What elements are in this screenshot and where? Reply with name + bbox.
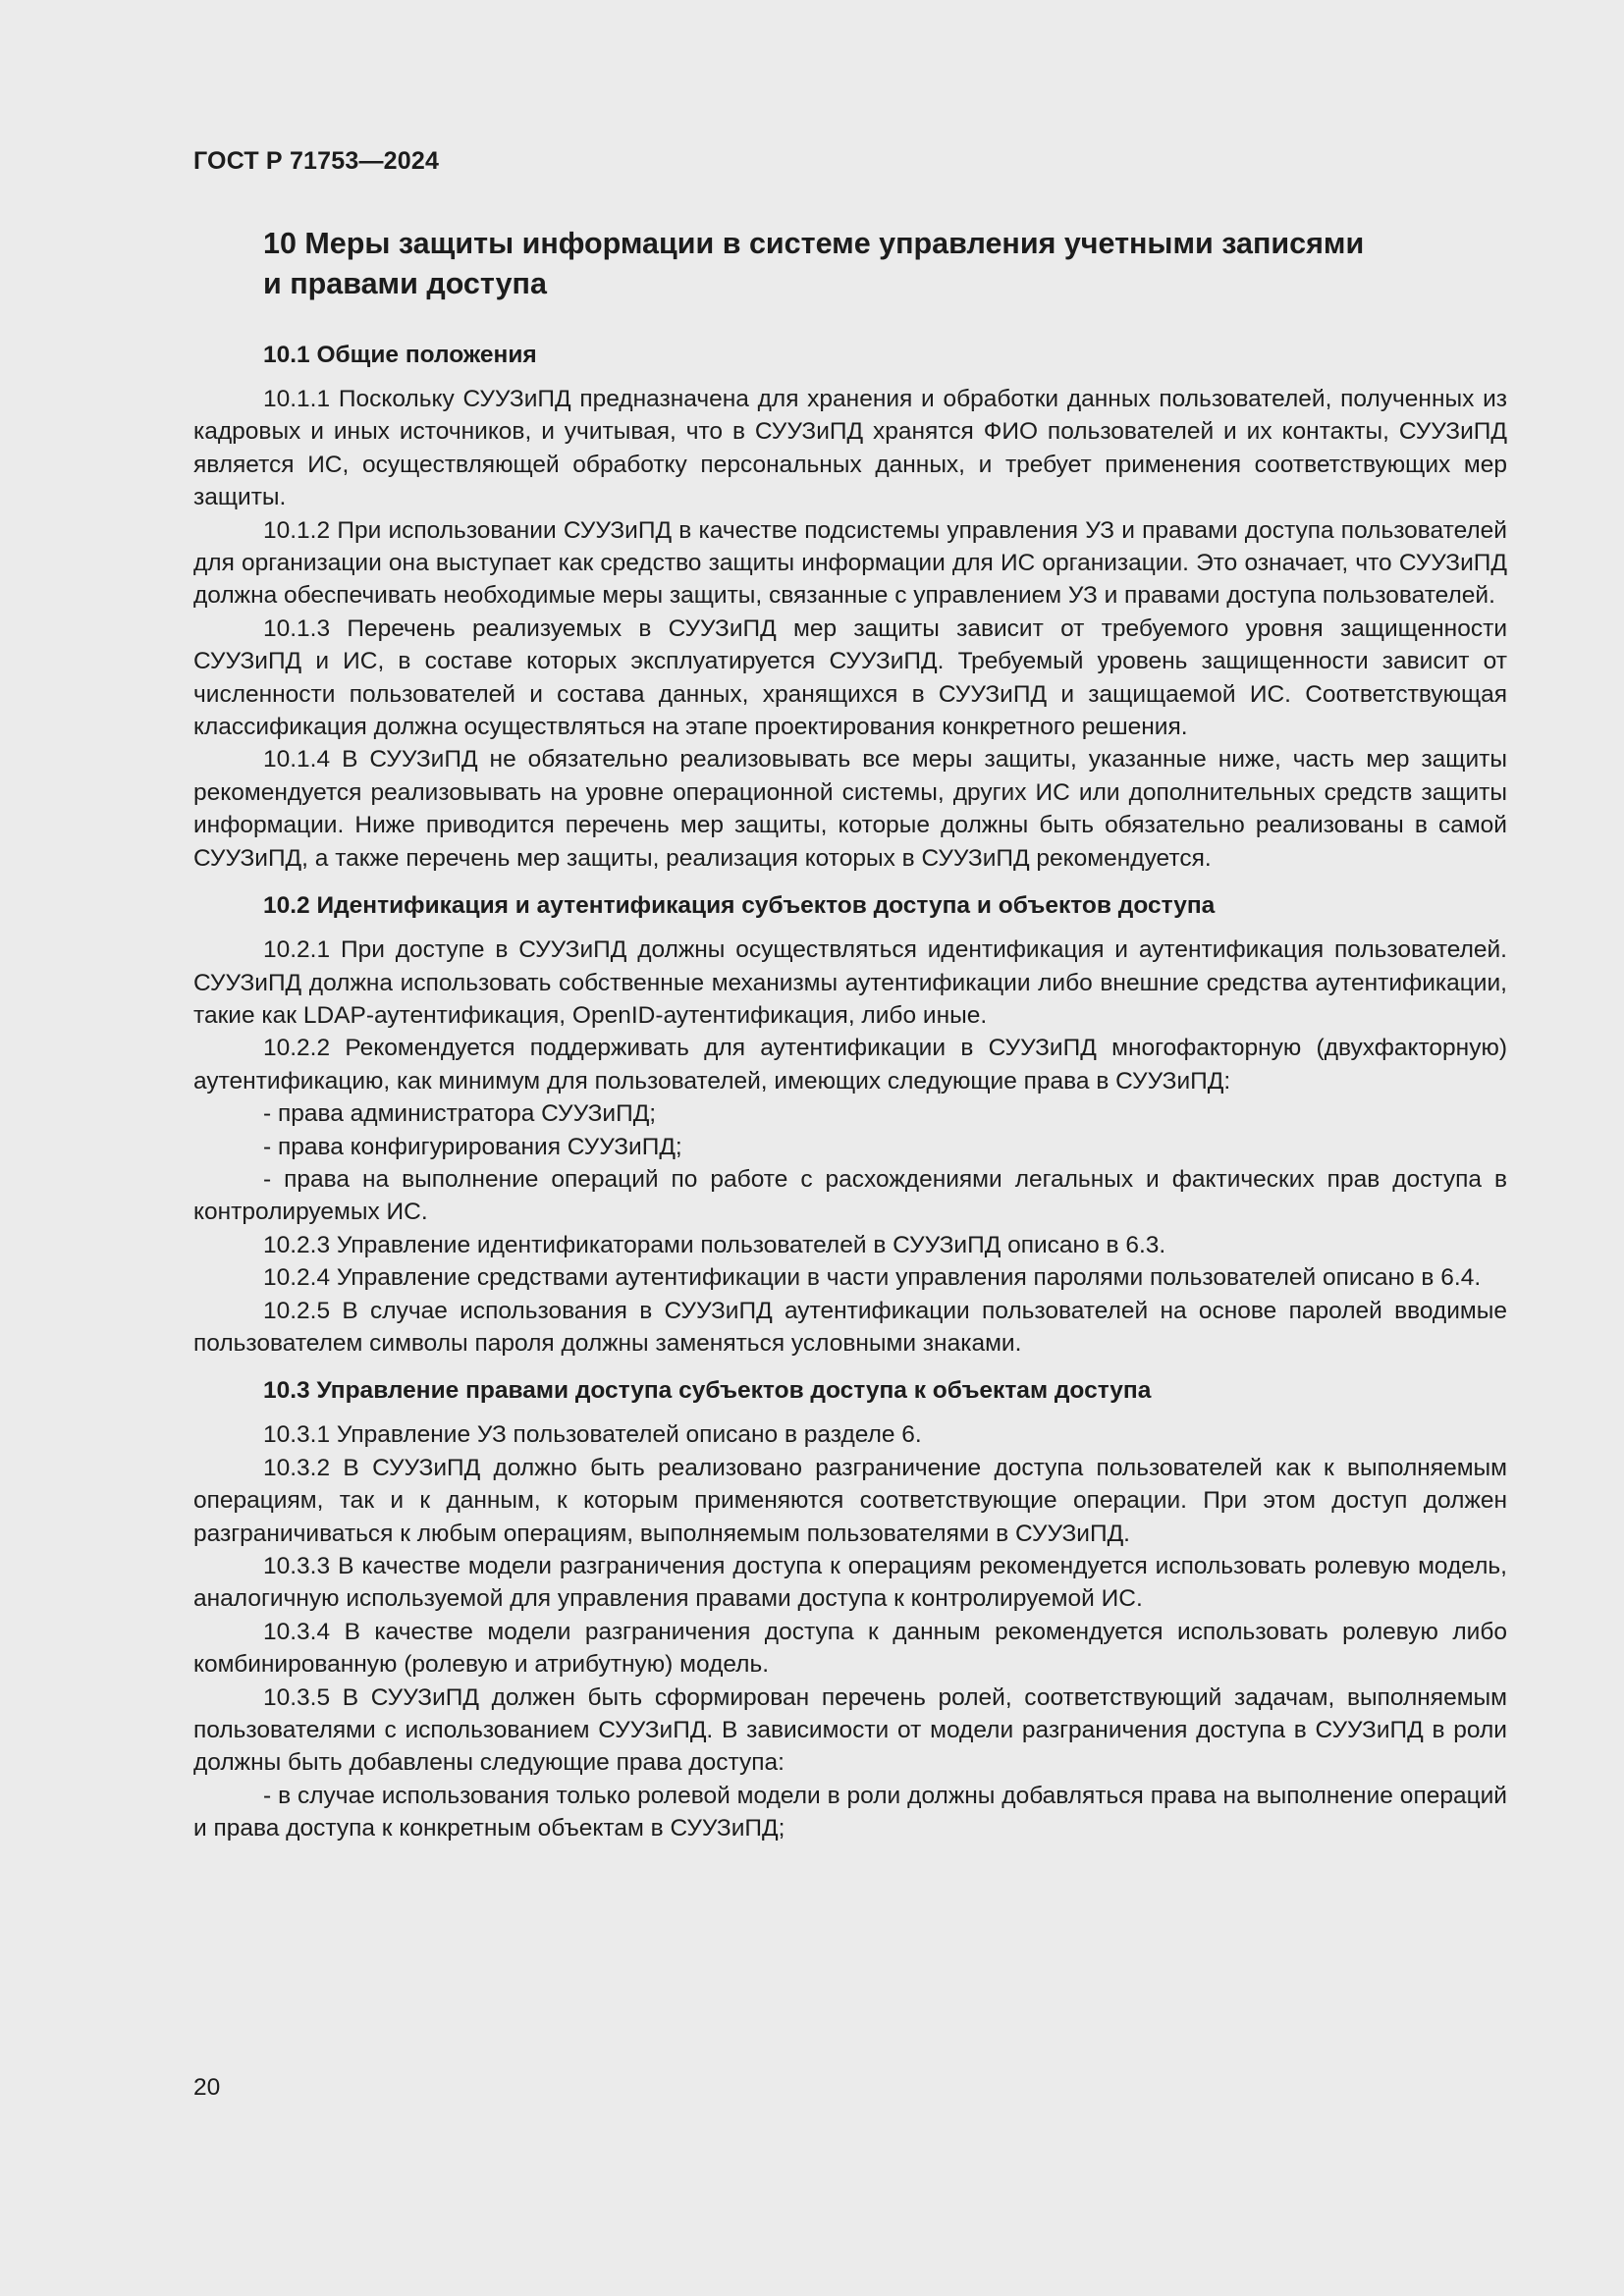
paragraph-10-2-4: 10.2.4 Управление средствами аутентификации в части управления паролями пользователей описано в 6.4.	[263, 1264, 1482, 1292]
subsection-title-10-1: 10.1 Общие положения	[263, 342, 537, 368]
page-content	[193, 224, 1507, 1845]
subsection-title-10-3: 10.3 Управление правами доступа субъектов доступа к объектам доступа	[263, 1377, 1152, 1405]
paragraph-10-2-5: 10.2.5 В случае использования в СУУЗиПД аутентификации пользователей на основе паролей вводимые пользователем символы пароля должны заменяться условными знаками.	[193, 1297, 1507, 1357]
paragraph-10-1-4: 10.1.4 В СУУЗиПД не обязательно реализовывать все меры защиты, указанные ниже, часть мер защиты рекомендуется реализовывать на уровне операционной системы, других ИС или дополнительных средств защиты информации. Ниже приводится перечень мер защиты, которые должны быть обязательно реализованы в самой СУУЗиПД, а также перечень мер защиты, реализация которых в СУУЗиПД рекомендуется.	[193, 746, 1507, 872]
section-title-line2: и правами доступа	[263, 267, 547, 300]
paragraph-10-2-1: 10.2.1 При доступе в СУУЗиПД должны осуществляться идентификация и аутентификация пользователей. СУУЗиПД должна использовать собственные механизмы аутентификации либо внешние средства аутентификации, такие как LDAP-аутентификация, OpenID-аутентификация, либо иные.	[193, 936, 1507, 1029]
paragraph-10-3-4: 10.3.4 В качестве модели разграничения доступа к данным рекомендуется использовать ролевую либо комбинированную (ролевую и атрибутную) модель.	[193, 1618, 1507, 1679]
paragraph-10-1-2: 10.1.2 При использовании СУУЗиПД в качестве подсистемы управления УЗ и правами доступа пользователей для организации она выступает как средство защиты информации для ИС организации. Это означает, что СУУЗиПД должна обеспечивать необходимые меры защиты, связанные с управлением УЗ и правами доступа пользователей.	[193, 516, 1507, 610]
page-number: 20	[193, 2074, 221, 2101]
subsection-title-10-2: 10.2 Идентификация и аутентификация субъектов доступа и объектов доступа	[263, 892, 1216, 920]
paragraph-10-1-3: 10.1.3 Перечень реализуемых в СУУЗиПД мер защиты зависит от требуемого уровня защищенности СУУЗиПД и ИС, в составе которых эксплуатируется СУУЗиПД. Требуемый уровень защищенности зависит от численности пользователей и состава данных, хранящихся в СУУЗиПД и защищаемой ИС. Соответствующая классификация должна осуществляться на этапе проектирования конкретного решения.	[193, 614, 1507, 741]
paragraph-10-2-2: 10.2.2 Рекомендуется поддерживать для аутентификации в СУУЗиПД многофакторную (двухфакторную) аутентификацию, как минимум для пользователей, имеющих следующие права в СУУЗиПД:	[193, 1035, 1507, 1095]
bullet-item: - права администратора СУУЗиПД;	[263, 1100, 657, 1128]
bullet-item: - в случае использования только ролевой модели в роли должны добавляться права на выполнение операций и права доступа к конкретным объектам в СУУЗиПД;	[193, 1782, 1507, 1842]
bullet-item: - права конфигурирования СУУЗиПД;	[263, 1133, 682, 1160]
paragraph-10-1-1: 10.1.1 Поскольку СУУЗиПД предназначена для хранения и обработки данных пользователей, полученных из кадровых и иных источников, и учитывая, что в СУУЗиПД хранятся ФИО пользователей и их контакты, СУУЗиПД является ИС, осуществляющей обработку персональных данных, и требует применения соответствующих мер защиты.	[193, 386, 1507, 511]
paragraph-10-3-1: 10.3.1 Управление УЗ пользователей описано в разделе 6.	[263, 1421, 922, 1449]
section-title	[263, 224, 1490, 304]
paragraph-10-3-5: 10.3.5 В СУУЗиПД должен быть сформирован перечень ролей, соответствующий задачам, выполняемым пользователями с использованием СУУЗиПД. В зависимости от модели разграничения доступа в СУУЗиПД в роли должны быть добавлены следующие права доступа:	[193, 1683, 1507, 1777]
paragraph-10-3-3: 10.3.3 В качестве модели разграничения доступа к операциям рекомендуется использовать ролевую модель, аналогичную используемой для управления правами доступа к контролируемой ИС.	[193, 1553, 1507, 1613]
paragraph-10-2-3: 10.2.3 Управление идентификаторами пользователей в СУУЗиПД описано в 6.3.	[263, 1231, 1166, 1258]
section-title-line1: 10 Меры защиты информации в системе управления учетными записями	[263, 227, 1365, 260]
document-header: ГОСТ Р 71753—2024	[193, 147, 440, 175]
bullet-item: - права на выполнение операций по работе с расхождениями легальных и фактических прав доступа в контролируемых ИС.	[193, 1165, 1507, 1226]
paragraph-10-3-2: 10.3.2 В СУУЗиПД должно быть реализовано разграничение доступа пользователей как к выполняемым операциям, так и к данным, к которым применяются соответствующие операции. При этом доступ должен разграничиваться к любым операциям, выполняемым пользователями в СУУЗиПД.	[193, 1454, 1507, 1547]
